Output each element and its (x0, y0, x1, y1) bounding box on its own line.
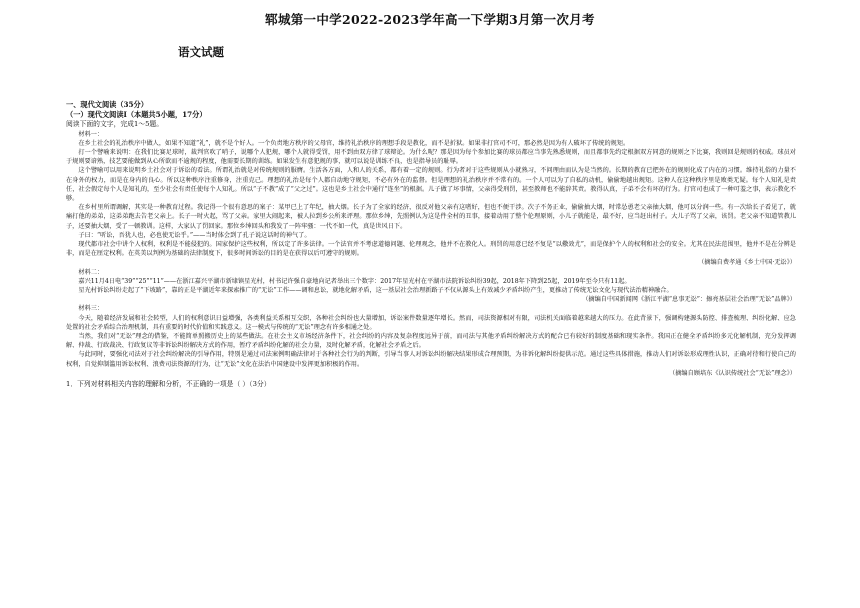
section-heading: 一、现代文阅读（35分） (66, 100, 148, 109)
reading-instruction: 阅读下面的文字，完成1～5题。 (66, 120, 164, 128)
material-1-paragraph: 打一个譬喻来说明：在我们比赛足球时，裁判官吹了哨子，说哪个人犯规，哪个人就得受罚，用不到由双方律了球辩论。为什么呢？那是因为每个参加比赛的球员都应当事先熟悉规则，而且都事先约定根据双方同意的规则之下比赛，我则回是规则的权威。球员对于规则要谙熟，技艺要能做到从心所欲而不逾规的程度，他需要长期的训练。如果发生有意犯规的事，就可以说是训练不良，也是指导员的耻辱。 (66, 149, 796, 166)
exam-content (66, 100, 796, 390)
material-1-paragraph: 在乡村里所谓调解，其实是一种教育过程。我记得一个很有意思的案子：某甲已上了年纪，抽大烟。长子为了全家的经济，很反对他父亲有这嗜好，但也不便干涉。次子不务正业，偷偷抽大烟，时常怂恿老父亲抽大烟，他可以分润一些。有一次给长子看见了，就痛打他的弟弟，这弟弟跑去告老父亲上。长子一时火起，骂了父亲。家里大闹起来，被人拉到乡公所来评理。那位乡绅，先照例认为这是件全村的丑事，接着动用了整个伦理原则，小儿子就能是，最不好，应当赶出村子。大儿子骂了父亲，该罚。老父亲不知道管教儿子，还要抽大烟，受了一顿教训。这样，大家认了罚回家。那位乡绅回头和我发了一阵牢骚：一代不如一代，真是世风日下。 (66, 204, 796, 230)
material-2-paragraph: 嘉兴11月4日电“39”“25”“11”——在浙江嘉兴平湖市新埭镇星光村，村书记许强自豪地向记者举出三个数字：2017年星光村在平湖市法院诉讼纠纷39起，2018年下降到25起，2019年至今只有11起。 (78, 277, 631, 285)
material-3-paragraph: 当然，我们对“无讼”理念的借鉴，不能简单照搬历史上的某些做法。在社会主义市场经济条件下，社会纠纷的内容及复杂程度远异于前，而司法与其他矛盾纠纷解决方式的配合已有较好的制度基础和现实条件。我国正在健全矛盾纠纷多元化解机制，充分发挥调解、仲裁、行政裁决、行政复议等非诉讼纠纷解决方式的作用，暂疗矛盾纠纷化解的社会力量，及时化解矛盾，化解社会矛盾之后。 (66, 333, 796, 350)
material-2-paragraph: 星光村诉讼纠纷走起了“下坡路”，靠的正是平湖近年来探索推广的“无讼”工作——调和息讼，就地化解矛盾，这一基层社会治理新路子不仅从源头上有效减少矛盾纠纷产生，更推动了传统无讼文化与现代法治精神融合。 (78, 287, 673, 295)
material-1-paragraph: 在乡土社会的礼治秩序中做人，如果不知道“礼”，就不是个好人。一个负责地方秩序的父母官，维持礼治秩序的理想手段是教化，而不是折狱。如果非打官司不可，那必然是因为有人破坏了传统的规矩。 (78, 139, 630, 147)
material-2-label: 材料二： (78, 268, 104, 276)
material-1-label: 材料一： (78, 130, 104, 138)
paper-title: 语文试题 (178, 45, 224, 59)
material-3-label: 材料三： (78, 305, 104, 313)
material-3-paragraph: 与此同时，要强化司法对于社会纠纷解决的引导作用，特别是通过司法案例明确法律对于各种社会行为的判断，引导当事人对诉讼纠纷解决结果形成合理预期，为非诉化解纠纷提供示范。通过这些具体措施，推动人们对诉讼形成理性认识，正确对待和行使自己的权利，自觉抑制滥用诉讼权利、浪费司法资源的行为，让“无讼”文化在法治中国建设中发挥更加积极的作用。 (66, 351, 796, 368)
question-1: 1．下列对材料相关内容的理解和分析，不正确的一项是（ ）（3分） (66, 380, 271, 389)
material-3-source: （摘编自顾培东《认识传统社会“无讼”理念》） (669, 369, 796, 377)
material-3-paragraph: 今天，随着经济发展和社会转型，人们的权利意识日益增强，各类利益关系相互交织，各种社会纠纷也大量增加，诉讼案件数量逐年增长。然而，司法资源相对有限，司法机关面临着越来越大的压力。在此背景下，强调构建源头防控、排查梳理、纠纷化解、应急处置的社会矛盾综合治理机制，具有重要的时代价值和实践意义。这一模式与传统的“无讼”理念有许多相通之处。 (66, 314, 796, 331)
subsection-heading: （一）现代文阅读Ⅰ（本题共5小题，17分） (66, 110, 207, 119)
material-1-paragraph: 现代都市社会中讲个人权利，权利是不能侵犯的。国家保护这些权利，所以定了许多法律。一个法官并不考虑道德问题、伦理观念，他并不在教化人。刑罚的用意已经不复是“以儆效尤”，而是保护个人的权利和社会的安全。尤其在民法范围里，他并不是在分辨是非，而是在厘定权利。在英美以判例为基础的法律制度下，很多时间诉讼的目的是在获得以后可遵守的规则。 (66, 241, 796, 258)
material-1-paragraph: 这个譬喻可以用来说明乡土社会对于诉讼的看法。所谓礼治就是对传统规则的服膺。生活各方面，人和人的关系，都有着一定的规则。行为者对于这些规则从小就熟习，不问理由而认为是当然的。长期的教育已把外在的规则化成了内在的习惯。维持礼俗的力量不在身外的权力，而是在身内的良心。所以这种秩序注重修身，注重克己。理想的礼治是每个人都自动地守规矩，不必有外在的监督。但是理想的礼治秩序并不常有的。一个人可以为了自私的动机，偷偷地越出规矩。这种人在这种秩序里是败类无疑。每个人知礼是责任，社会假定每个人是知礼的，至少社会有责任使每个人知礼。所以“子不教”成了“父之过”。这也是乡土社会中通行“连坐”的根据。儿子做了坏事情，父亲得受刑罚，甚至教师也不能辞其责。教得认真，子弟不会有坏的行为。打官司也成了一种可羞之事，表示教化不够。 (66, 167, 796, 203)
material-2-source: （摘编自中国新闻网《浙江平湖“息事无讼”：擦亮基层社会治理“无讼”品牌》） (582, 296, 796, 304)
exam-title: 郓城第一中学2022-2023学年高一下学期3月第一次月考 (265, 12, 595, 27)
material-1-source: （摘编自费孝通《乡土中国·无讼》） (698, 259, 796, 267)
material-1-paragraph: 子曰：“听讼，吾犹人也，必也使无讼乎。”——当时体会到了孔子说这话时的神气了。 (78, 231, 311, 239)
